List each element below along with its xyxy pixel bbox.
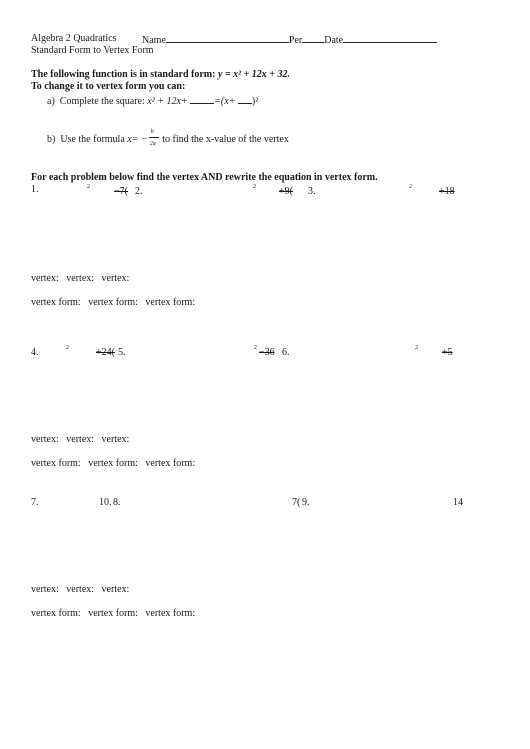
instructions: For each problem below find the vertex AND rewrite the equation in vertex form.: [31, 172, 378, 183]
vertex-label: vertex:: [31, 273, 59, 284]
part-a-label: a): [47, 96, 55, 107]
vertex-form-label: vertex form:: [31, 608, 81, 619]
part-a-lhs: x² + 12x+: [147, 96, 188, 107]
vertex-label: vertex:: [66, 273, 95, 284]
vertex-row-2: [31, 434, 129, 446]
problem-2-term: +9(: [279, 186, 293, 197]
problem-6-term: +5: [442, 347, 453, 358]
problem-4-number: 4.: [31, 347, 39, 358]
vertex-form-label: vertex form:: [145, 297, 196, 308]
problem-3-term: +18: [439, 186, 455, 197]
problem-7-number: 7.: [31, 497, 39, 508]
problem-1-number: 1.: [31, 184, 39, 195]
name-blank: [166, 33, 289, 43]
vertex-row-3: [31, 584, 129, 596]
problem-5-number: 5.: [118, 347, 126, 358]
change-heading: To change it to vertex form you can:: [31, 81, 186, 92]
vertex-label: vertex:: [101, 584, 130, 595]
vertex-label: vertex:: [101, 434, 130, 445]
vertex-label: vertex:: [101, 273, 130, 284]
part-a: [47, 94, 258, 108]
date-label: Date: [324, 35, 344, 46]
function-text: The following function is in standard form:: [31, 69, 218, 80]
problem-3-exponent: 2: [409, 184, 412, 190]
problem-7-term: 10.: [99, 497, 112, 508]
vertex-label: vertex:: [31, 434, 59, 445]
vertex-form-label: vertex form:: [88, 458, 138, 469]
problem-3-number: 3.: [308, 186, 316, 197]
problem-6-number: 6.: [282, 347, 290, 358]
course-title: Algebra 2 Quadratics: [31, 33, 117, 44]
vertex-form-label: vertex form:: [31, 458, 81, 469]
part-b-x: x= −: [127, 134, 148, 145]
function-statement: [31, 69, 290, 81]
part-b-label: b): [47, 134, 56, 145]
vertex-form-label: vertex form:: [145, 458, 196, 469]
problem-8-number: 8.: [113, 497, 121, 508]
part-a-blank-2: [238, 94, 252, 104]
part-a-end: )²: [251, 96, 259, 107]
problem-4-term: +24(: [96, 347, 115, 358]
vertex-row-1: [31, 273, 129, 285]
part-b-text: Use the formula: [60, 134, 128, 145]
per-label: Per: [288, 35, 303, 46]
fraction-numerator: b: [150, 129, 154, 135]
problem-5-exponent: 2: [254, 345, 257, 351]
name-line: [142, 33, 437, 47]
name-label: Name: [142, 35, 166, 46]
vertex-form-row-3: [31, 608, 195, 620]
problem-5-term: −36: [259, 347, 275, 358]
vertex-form-label: vertex form:: [88, 608, 138, 619]
date-blank: [343, 33, 437, 43]
vertex-form-label: vertex form:: [145, 608, 196, 619]
vertex-form-label: vertex form:: [88, 297, 138, 308]
vertex-form-label: vertex form:: [31, 297, 81, 308]
vertex-form-row-2: [31, 458, 195, 470]
problem-1-exponent: 2: [87, 184, 90, 190]
problem-9-number: 9.: [302, 497, 310, 508]
vertex-label: vertex:: [66, 434, 95, 445]
vertex-label: vertex:: [31, 584, 59, 595]
vertex-form-row-1: [31, 297, 195, 309]
part-a-text: Complete the square:: [59, 96, 148, 107]
part-b-tail: to find the x-value of the vertex: [162, 134, 289, 145]
page-subtitle: Standard Form to Vertex Form: [31, 45, 154, 56]
problem-2-number: 2.: [135, 186, 143, 197]
problem-1-term: −7(: [114, 186, 128, 197]
part-b: [47, 129, 289, 147]
fraction-denominator: 2a: [149, 141, 156, 147]
vertex-label: vertex:: [66, 584, 95, 595]
vertex-fraction: [148, 129, 160, 147]
function-math: y = x² + 12x + 32.: [217, 69, 290, 80]
problem-9-term: 14: [453, 497, 463, 508]
part-a-mid: =(x+: [214, 96, 236, 107]
part-a-blank-1: [190, 94, 214, 104]
problem-4-exponent: 2: [66, 345, 69, 351]
problem-8-term: 7(: [292, 497, 301, 508]
per-blank: [302, 33, 324, 43]
problem-2-exponent: 2: [253, 184, 256, 190]
problem-6-exponent: 2: [415, 345, 418, 351]
